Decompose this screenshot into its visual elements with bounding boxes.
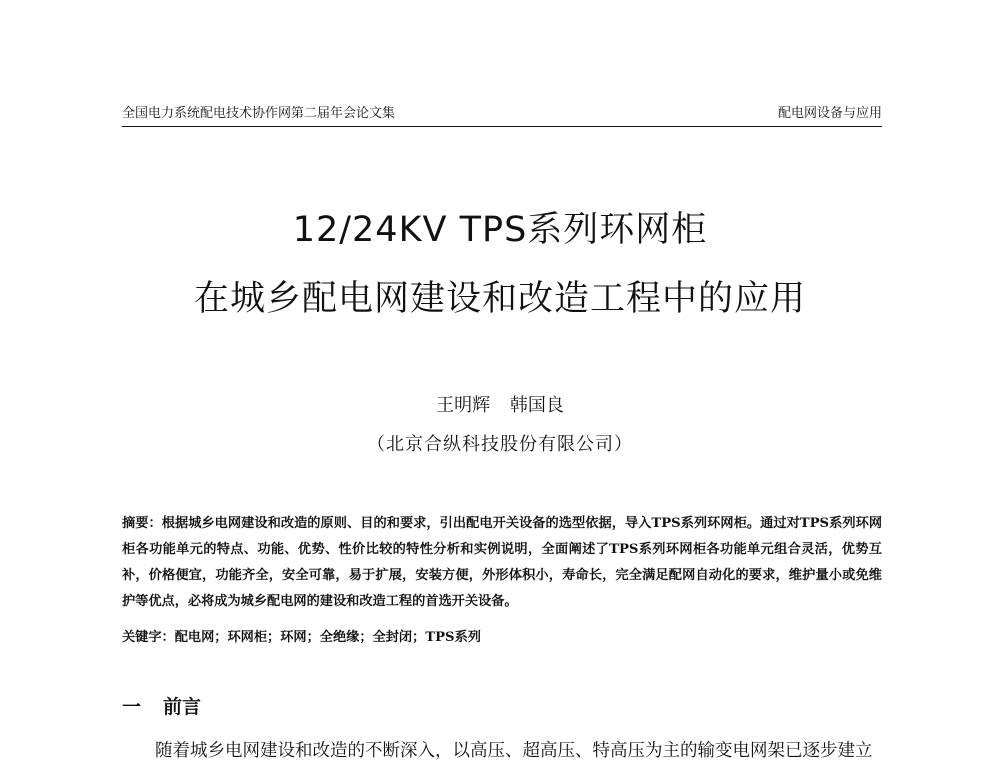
abstract-paragraph	[122, 511, 882, 615]
section-number: 一	[122, 696, 142, 718]
keywords-label: 关键字：	[122, 630, 175, 645]
section-heading	[122, 694, 201, 720]
abstract-text: 根据城乡电网建设和改造的原则、目的和要求，引出配电开关设备的选型依据，导入TPS系列环网柜。通过对TPS系列环网柜各功能单元的特点、功能、优势、性价比较的特性分析和实例说明，全面阐述了TPS系列环网柜各功能单元组合灵活，优势互补，价格便宜，功能齐全，安全可靠，易于扩展，安装方便，外形体积小，寿命长，完全满足配网自动化的要求，维护量小或免维护等优点，必将成为城乡配电网的建设和改造工程的首选开关设备。	[122, 516, 883, 609]
keywords-line	[122, 625, 882, 651]
abstract-label: 摘要：	[122, 516, 162, 531]
keywords-text: 配电网；环网柜；环网；全绝缘；全封闭；TPS系列	[174, 630, 481, 645]
running-header	[122, 104, 882, 127]
paper-title-line-1: 12/24KV TPS系列环网柜	[292, 210, 708, 250]
paper-authors: 王明辉 韩国良	[436, 395, 564, 416]
header-proceedings-title: 全国电力系统配电技术协作网第二届年会论文集	[122, 106, 396, 121]
section-title: 前言	[163, 696, 202, 718]
body-paragraph-first-line: 随着城乡电网建设和改造的不断深入，以高压、超高压、特高压为主的输变电网架已逐步建立	[155, 741, 873, 761]
header-section-title: 配电网设备与应用	[777, 106, 882, 121]
paper-title-line-2: 在城乡配电网建设和改造工程中的应用	[193, 279, 806, 319]
paper-affiliation: （北京合纵科技股份有限公司）	[367, 434, 633, 455]
